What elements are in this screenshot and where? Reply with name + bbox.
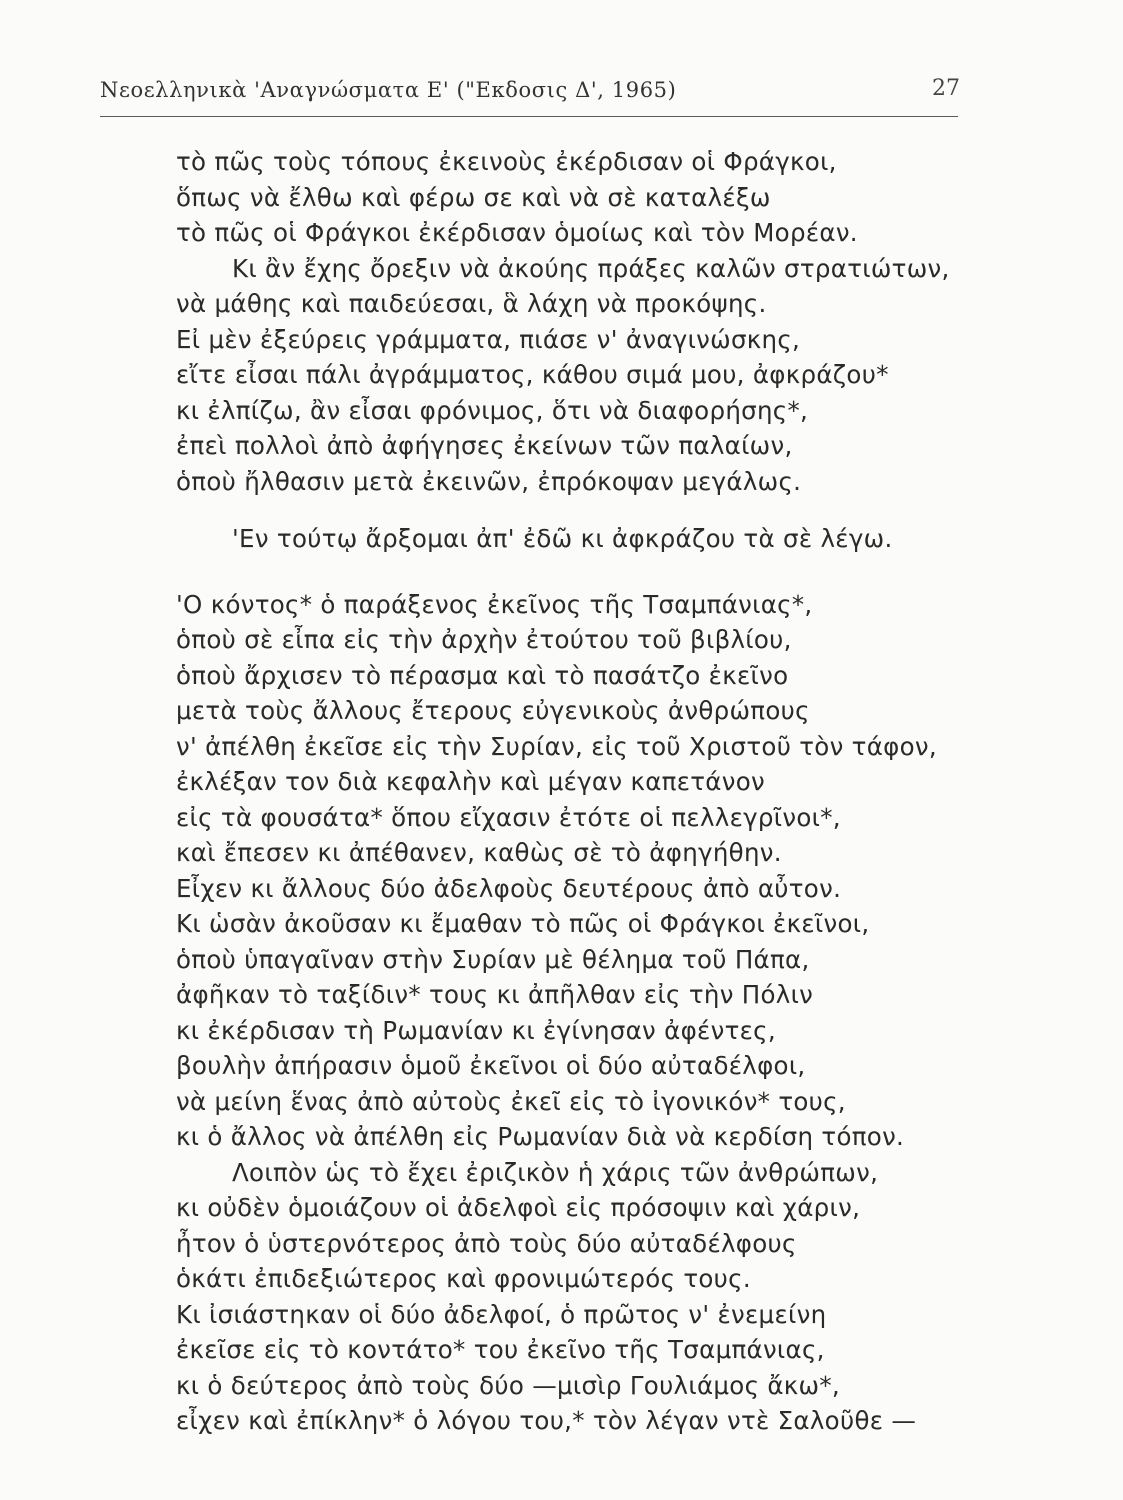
verse-line: ἐκεῖσε εἰς τὸ κοντάτο* του ἐκεῖνο τῆς Τσαμπάνιας,	[176, 1335, 825, 1364]
verse-line: ὅπως νὰ ἔλθω καὶ φέρω σε καὶ νὰ σὲ καταλέξω	[176, 182, 771, 212]
verse-line: ἐπεὶ πολλοὶ ἀπὸ ἀφήγησες ἐκείνων τῶν παλαίων,	[176, 431, 793, 460]
verse-line: 'Ο κόντος* ὁ παράξενος ἐκεῖνος τῆς Τσαμπάνιας*,	[176, 589, 813, 619]
verse-line: ἦτον ὁ ὑστερνότερος ἀπὸ τοὺς δύο αὐταδέλφους	[176, 1228, 797, 1258]
verse-line: ὁποὺ ἄρχισεν τὸ πέρασμα καὶ τὸ πασάτζο ἐκεῖνο	[176, 660, 789, 690]
verse-line: ὁποὺ σὲ εἶπα εἰς τὴν ἀρχὴν ἐτούτου τοῦ βιβλίου,	[176, 625, 792, 654]
verse-line: εἰς τὰ φουσάτα* ὅπου εἴχασιν ἐτότε οἱ πελλεγρῖνοι*,	[176, 802, 841, 832]
verse-line: εἴτε εἶσαι πάλι ἀγράμματος, κάθου σιμά μου, ἀφκράζου*	[176, 360, 889, 389]
verse-line: κι ὁ δεύτερος ἀπὸ τοὺς δύο —μισὶρ Γουλιάμος ἄκω*,	[176, 1370, 840, 1400]
verse-line: Εἰ μὲν ἐξεύρεις γράμματα, πιάσε ν' ἀναγινώσκης,	[176, 324, 801, 354]
stanza	[176, 521, 956, 557]
verse-line: ἀφῆκαν τὸ ταξίδιν* τους κι ἀπῆλθαν εἰς τὴν Πόλιν	[176, 980, 814, 1009]
stanza	[176, 144, 956, 499]
verse-line: ν' ἀπέλθη ἐκεῖσε εἰς τὴν Συρίαν, εἰς τοῦ Χριστοῦ τὸν τάφον,	[176, 731, 937, 761]
verse-line: Λοιπὸν ὡς τὸ ἔχει ἐριζικὸν ἡ χάρις τῶν ἀνθρώπων,	[232, 1157, 879, 1187]
running-title: Νεοελληνικὰ 'Αναγνώσματα Ε' ("Εκδοσις Δ', 1965)	[100, 78, 677, 102]
verse-line: Κι ὡσὰν ἀκοῦσαν κι ἔμαθαν τὸ πῶς οἱ Φράγκοι ἐκεῖνοι,	[176, 909, 870, 938]
verse-line: εἶχεν καὶ ἐπίκλην* ὁ λόγου του,* τὸν λέγαν ντὲ Σαλοῦθε —	[176, 1406, 917, 1435]
verse-line: καὶ ἔπεσεν κι ἀπέθανεν, καθὼς σὲ τὸ ἀφηγήθην.	[176, 838, 782, 867]
verse-line: τὸ πῶς οἱ Φράγκοι ἐκέρδισαν ὁμοίως καὶ τὸν Μορέαν.	[176, 218, 858, 247]
page-header	[100, 68, 958, 117]
verse-line: νὰ μάθης καὶ παιδεύεσαι, ἃ λάχη νὰ προκόψης.	[176, 289, 767, 318]
verse-line: τὸ πῶς τοὺς τόπους ἐκεινοὺς ἐκέρδισαν οἱ Φράγκοι,	[176, 147, 837, 176]
verse-line: κι ἐλπίζω, ἂν εἶσαι φρόνιμος, ὅτι νὰ διαφορήσης*,	[176, 395, 809, 425]
verse-line: νὰ μείνη ἕνας ἀπὸ αὐτοὺς ἐκεῖ εἰς τὸ ἰγονικόν* τους,	[176, 1086, 846, 1116]
verse-line: κι ἐκέρδισαν τὴ Ρωμανίαν κι ἐγίνησαν ἀφέντες,	[176, 1015, 776, 1045]
verse-line: Κι ἰσιάστηκαν οἱ δύο ἀδελφοί, ὁ πρῶτος ν' ἐνεμείνη	[176, 1299, 827, 1329]
verse-line: Κι ἂν ἔχης ὄρεξιν νὰ ἀκούης πράξες καλῶν στρατιώτων,	[232, 253, 950, 283]
verse-line: κι οὐδὲν ὁμοιάζουν οἱ ἀδελφοὶ εἰς πρόσοψιν καὶ χάριν,	[176, 1193, 861, 1222]
verse-line: 'Εν τούτῳ ἄρξομαι ἀπ' ἐδῶ κι ἀφκράζου τὰ σὲ λέγω.	[232, 524, 893, 553]
verse-line: βουλὴν ἀπήρασιν ὁμοῦ ἐκεῖνοι οἱ δύο αὐταδέλφοι,	[176, 1051, 806, 1080]
verse-line: κι ὁ ἄλλος νὰ ἀπέλθη εἰς Ρωμανίαν διὰ νὰ κερδίση τόπον.	[176, 1122, 905, 1151]
verse-line: ὁκάτι ἐπιδεξιώτερος καὶ φρονιμώτερός τους.	[176, 1264, 751, 1293]
page-number: 27	[932, 76, 960, 101]
verse-line: ἐκλέξαν τον διὰ κεφαλὴν καὶ μέγαν καπετάνον	[176, 767, 765, 796]
verse-line: ὁποὺ ἤλθασιν μετὰ ἐκεινῶν, ἐπρόκοψαν μεγάλως.	[176, 466, 802, 496]
verse-line: ὁποὺ ὑπαγαῖναν στὴν Συρίαν μὲ θέλημα τοῦ Πάπα,	[176, 944, 810, 974]
verse-line: Εἶχεν κι ἄλλους δύο ἀδελφοὺς δευτέρους ἀπὸ αὖτον.	[176, 873, 842, 903]
stanza	[176, 587, 956, 1439]
verse-line: μετὰ τοὺς ἄλλους ἔτερους εὐγενικοὺς ἀνθρώπους	[176, 696, 810, 725]
verse-body	[176, 144, 956, 1439]
